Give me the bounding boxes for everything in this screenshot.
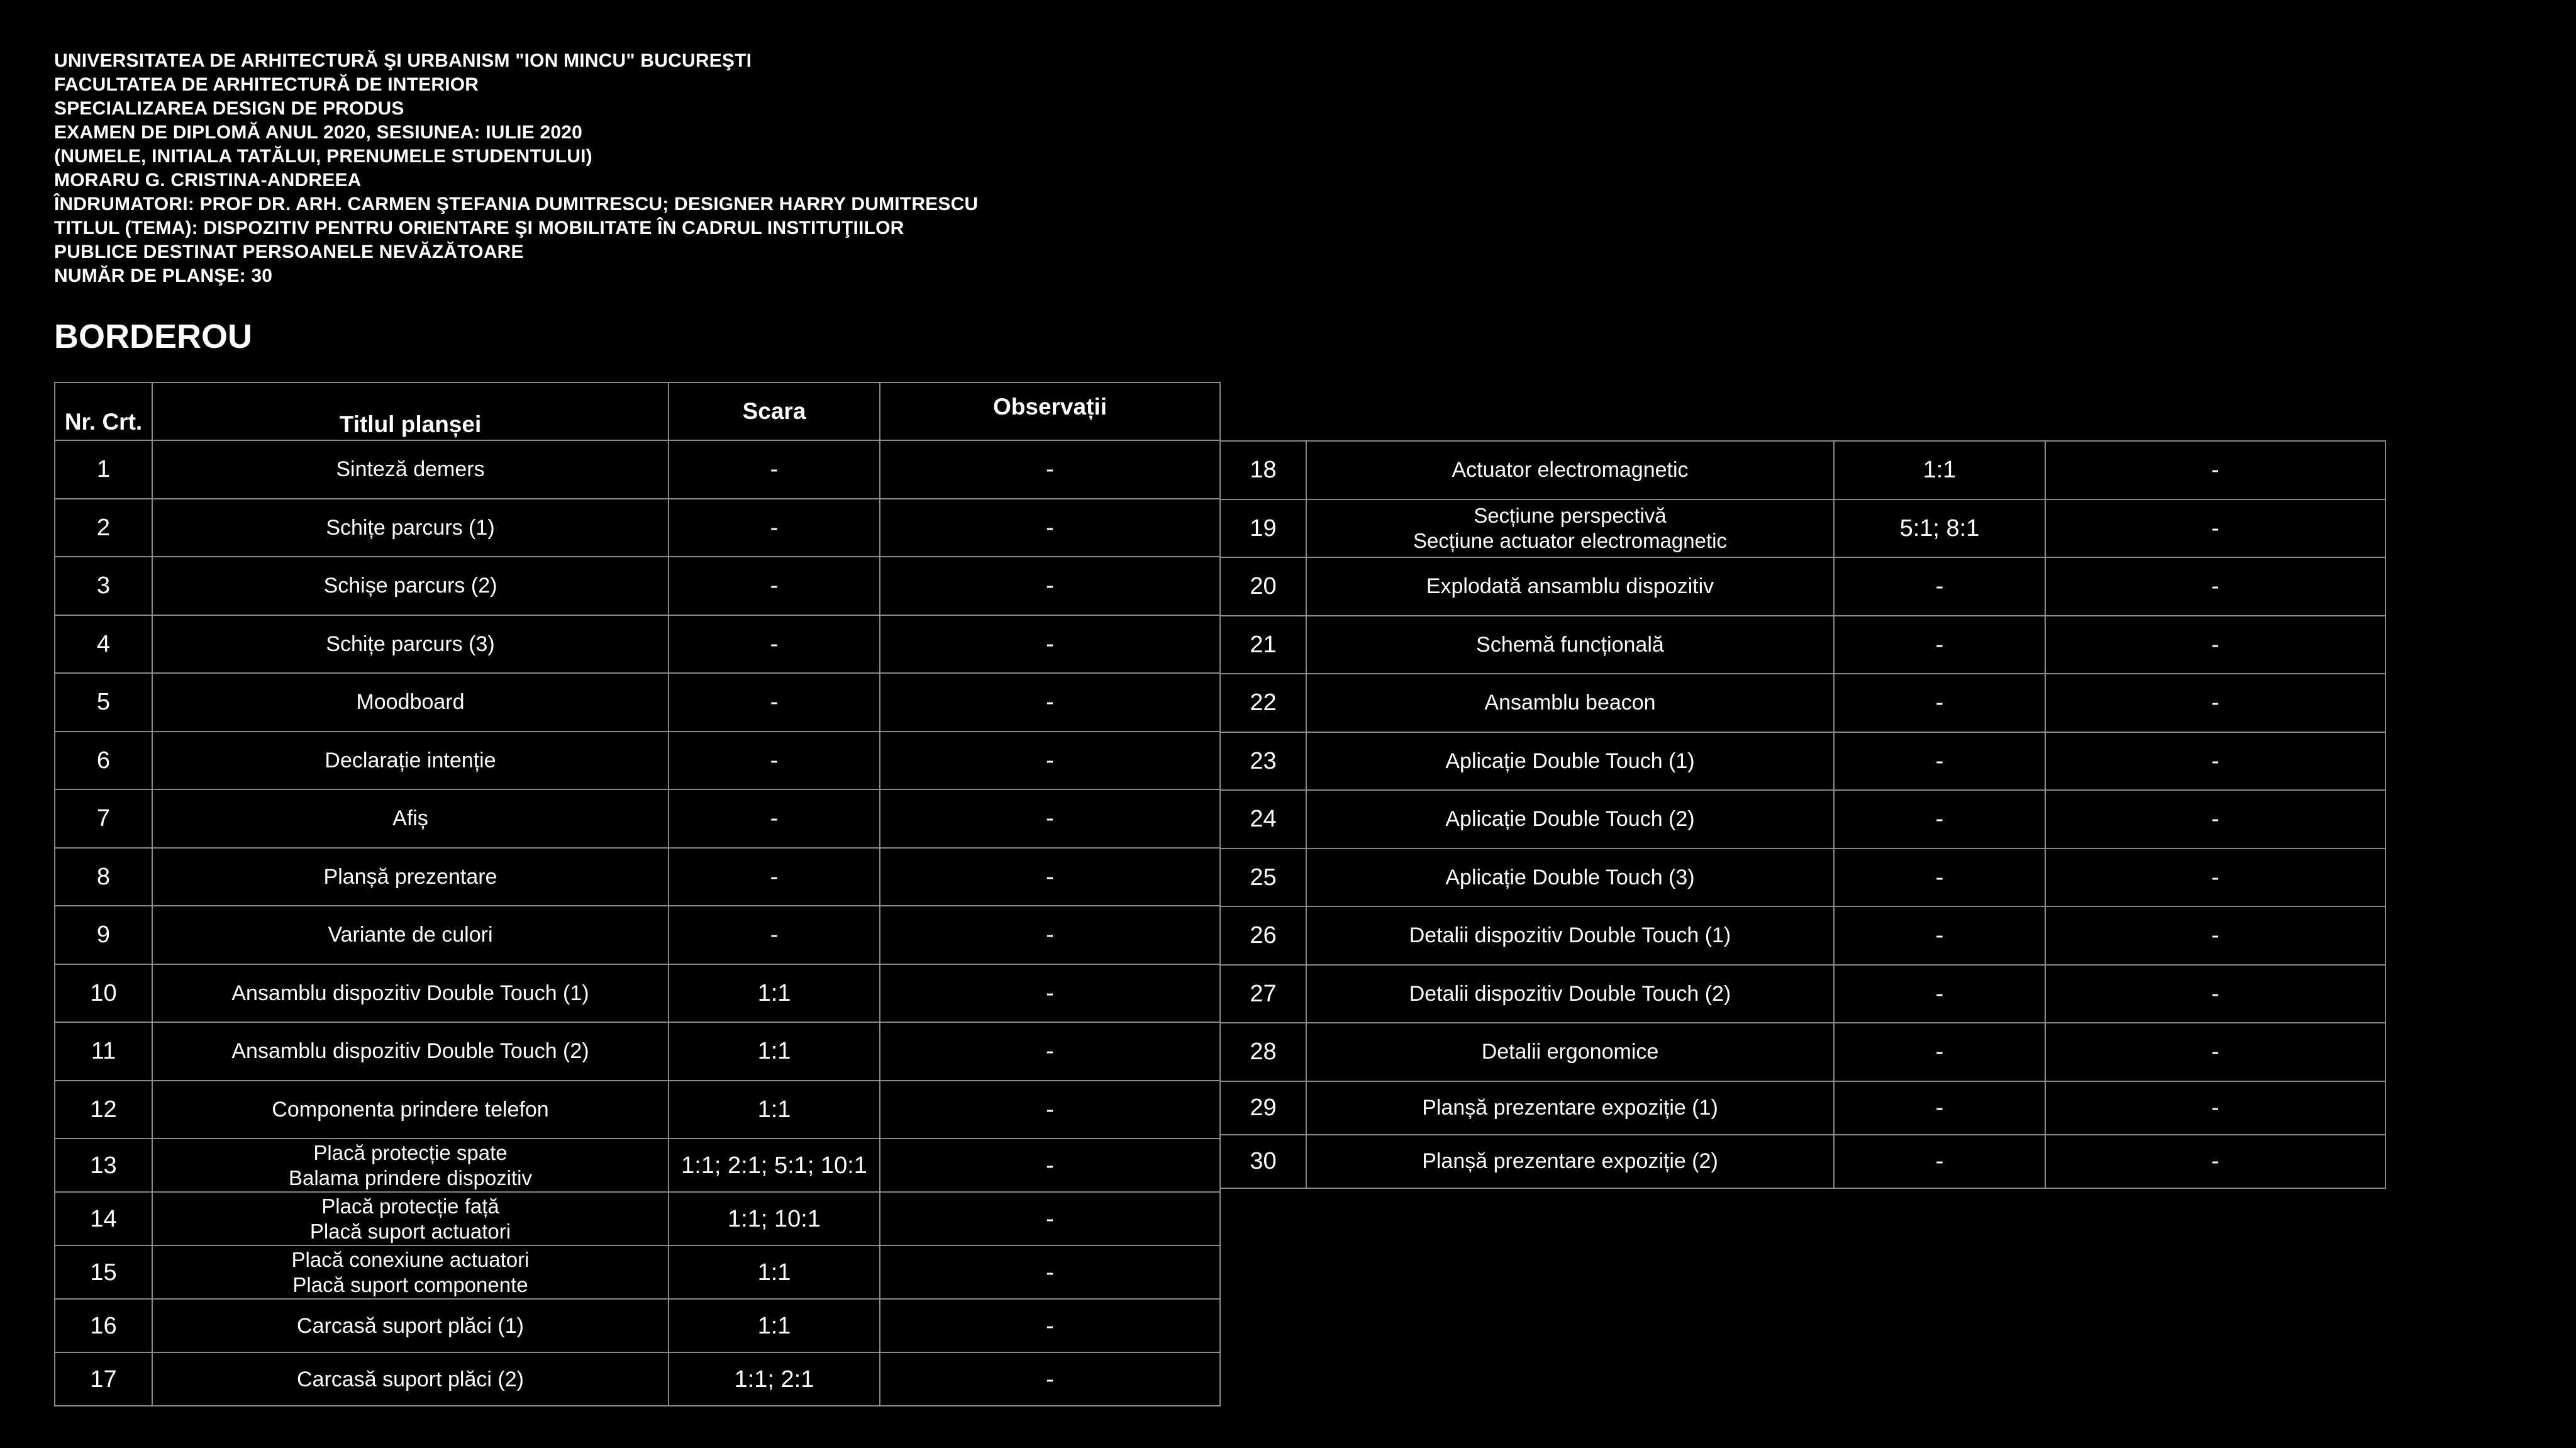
row-scale: - <box>1834 849 2045 907</box>
row-scale: - <box>669 499 880 557</box>
row-number: 24 <box>1220 790 1306 849</box>
table-row <box>1220 441 2385 499</box>
row-observations: - <box>880 499 1220 557</box>
row-observations: - <box>2045 441 2385 499</box>
header-theme-line1: TITLUL (TEMA): DISPOZITIV PENTRU ORIENTARE ŞI MOBILITATE ÎN CADRUL INSTITUŢIILOR <box>54 218 904 238</box>
row-number: 30 <box>1220 1135 1306 1188</box>
table-row <box>55 906 1220 964</box>
row-observations: - <box>2045 499 2385 558</box>
row-scale: - <box>669 440 880 499</box>
row-title: Detalii dispozitiv Double Touch (2) <box>1306 965 1834 1023</box>
table-row <box>55 1352 1220 1406</box>
row-scale: - <box>1834 674 2045 732</box>
table-row <box>1220 849 2385 907</box>
table-row <box>55 1299 1220 1352</box>
row-number: 20 <box>1220 557 1306 616</box>
header-name-caption: (NUMELE, INITIALA TATĂLUI, PRENUMELE STUDENTULUI) <box>54 146 592 167</box>
row-title: Aplicație Double Touch (3) <box>1306 849 1834 907</box>
table-right-body <box>1220 441 2385 1188</box>
row-scale: - <box>669 789 880 848</box>
row-number: 1 <box>55 440 152 499</box>
row-number: 2 <box>55 499 152 557</box>
row-title: Aplicație Double Touch (2) <box>1306 790 1834 849</box>
row-title: Carcasă suport plăci (1) <box>152 1299 669 1352</box>
row-title: Declarație intenție <box>152 732 669 790</box>
borderou-table-right <box>1219 440 2386 1189</box>
row-observations: - <box>880 1139 1220 1192</box>
row-title: Variante de culori <box>152 906 669 964</box>
row-scale: - <box>669 673 880 732</box>
row-number: 5 <box>55 673 152 732</box>
row-title: Carcasă suport plăci (2) <box>152 1352 669 1406</box>
table-row <box>1220 499 2385 558</box>
header-sheet-count: NUMĂR DE PLANŞE: 30 <box>54 265 273 286</box>
table-row <box>1220 1023 2385 1081</box>
table-row <box>55 964 1220 1023</box>
row-scale: - <box>669 848 880 906</box>
table-row <box>1220 674 2385 732</box>
row-title: Sinteză demers <box>152 440 669 499</box>
row-observations: - <box>2045 1135 2385 1188</box>
row-observations: - <box>880 848 1220 906</box>
table-row <box>1220 906 2385 965</box>
header-observations: Observații <box>880 382 1220 440</box>
row-title <box>152 1245 669 1299</box>
row-observations: - <box>880 440 1220 499</box>
row-scale: 1:1 <box>669 1299 880 1352</box>
row-title-line1: Secțiune perspectivă <box>1474 503 1667 527</box>
row-observations: - <box>880 964 1220 1023</box>
row-observations: - <box>2045 1081 2385 1135</box>
row-scale: 1:1 <box>669 1245 880 1299</box>
header-scale: Scara <box>669 382 880 440</box>
row-observations: - <box>880 1299 1220 1352</box>
row-scale: - <box>669 615 880 674</box>
table-row <box>1220 965 2385 1023</box>
row-scale: - <box>1834 732 2045 791</box>
row-number: 17 <box>55 1352 152 1406</box>
row-title: Planșă prezentare expoziție (1) <box>1306 1081 1834 1135</box>
row-number: 11 <box>55 1022 152 1081</box>
row-observations: - <box>880 1192 1220 1245</box>
table-row <box>55 848 1220 906</box>
table-row <box>55 557 1220 615</box>
row-scale: 5:1; 8:1 <box>1834 499 2045 558</box>
row-title-line2: Secțiune actuator electromagnetic <box>1413 528 1727 552</box>
row-scale: 1:1 <box>669 1022 880 1081</box>
row-number: 9 <box>55 906 152 964</box>
table-row <box>1220 732 2385 791</box>
row-title: Componenta prindere telefon <box>152 1081 669 1139</box>
row-title: Moodboard <box>152 673 669 732</box>
header-title: Titlul planșei <box>152 382 669 440</box>
table-row <box>55 1139 1220 1192</box>
table-row <box>55 1022 1220 1081</box>
table-row <box>1220 616 2385 674</box>
row-title: Explodată ansamblu dispozitiv <box>1306 557 1834 616</box>
row-observations: - <box>2045 965 2385 1023</box>
row-title: Schemă funcțională <box>1306 616 1834 674</box>
borderou-table-left <box>54 382 1221 1406</box>
row-observations: - <box>2045 849 2385 907</box>
row-title-line2: Placă suport componente <box>292 1273 528 1296</box>
row-number: 29 <box>1220 1081 1306 1135</box>
row-number: 19 <box>1220 499 1306 558</box>
header-student-name: MORARU G. CRISTINA-ANDREEA <box>54 170 362 191</box>
row-observations: - <box>880 1352 1220 1406</box>
row-number: 10 <box>55 964 152 1023</box>
table-row <box>1220 1135 2385 1188</box>
header-specialization: SPECIALIZAREA DESIGN DE PRODUS <box>54 98 404 119</box>
row-title: Detalii dispozitiv Double Touch (1) <box>1306 906 1834 965</box>
row-number: 21 <box>1220 616 1306 674</box>
row-title: Afiș <box>152 789 669 848</box>
row-number: 22 <box>1220 674 1306 732</box>
row-scale: - <box>1834 1023 2045 1081</box>
row-number: 8 <box>55 848 152 906</box>
table-row <box>1220 790 2385 849</box>
table-row <box>1220 557 2385 616</box>
row-observations: - <box>2045 557 2385 616</box>
row-observations: - <box>880 1022 1220 1081</box>
table-row <box>55 1192 1220 1245</box>
row-scale: 1:1; 2:1 <box>669 1352 880 1406</box>
row-scale: 1:1; 10:1 <box>669 1192 880 1245</box>
row-title-line2: Placă suport actuatori <box>309 1219 511 1243</box>
row-title: Ansamblu dispozitiv Double Touch (1) <box>152 964 669 1023</box>
row-scale: 1:1 <box>669 964 880 1023</box>
row-title: Schițe parcurs (3) <box>152 615 669 674</box>
row-observations: - <box>2045 674 2385 732</box>
header-university: UNIVERSITATEA DE ARHITECTURĂ ŞI URBANISM "ION MINCU" BUCUREŞTI <box>54 50 752 71</box>
row-scale: 1:1 <box>1834 441 2045 499</box>
row-number: 4 <box>55 615 152 674</box>
table-row <box>55 440 1220 499</box>
row-title: Aplicație Double Touch (1) <box>1306 732 1834 791</box>
row-observations: - <box>2045 616 2385 674</box>
row-title: Planșă prezentare <box>152 848 669 906</box>
row-title: Schițe parcurs (1) <box>152 499 669 557</box>
row-title: Detalii ergonomice <box>1306 1023 1834 1081</box>
table-row <box>55 789 1220 848</box>
header-advisors: ÎNDRUMATORI: PROF DR. ARH. CARMEN ŞTEFANIA DUMITRESCU; DESIGNER HARRY DUMITRESCU <box>54 194 979 214</box>
table-header-row <box>55 382 1220 440</box>
row-title-line2: Balama prindere dispozitiv <box>288 1166 533 1189</box>
row-observations: - <box>2045 1023 2385 1081</box>
row-title: Planșă prezentare expoziție (2) <box>1306 1135 1834 1188</box>
row-number: 6 <box>55 732 152 790</box>
row-number: 25 <box>1220 849 1306 907</box>
row-observations: - <box>880 789 1220 848</box>
table-row <box>55 673 1220 732</box>
row-observations: - <box>2045 906 2385 965</box>
table-row <box>55 1245 1220 1299</box>
header-nr: Nr. Crt. <box>55 382 152 440</box>
row-scale: 1:1 <box>669 1081 880 1139</box>
row-number: 3 <box>55 557 152 615</box>
header-faculty: FACULTATEA DE ARHITECTURĂ DE INTERIOR <box>54 74 479 95</box>
row-scale: - <box>1834 557 2045 616</box>
table-row <box>55 732 1220 790</box>
table-row <box>55 499 1220 557</box>
row-scale: - <box>1834 616 2045 674</box>
table-left-body <box>55 440 1220 1406</box>
row-scale: - <box>1834 1135 2045 1188</box>
row-scale: - <box>1834 965 2045 1023</box>
row-number: 23 <box>1220 732 1306 791</box>
table-row <box>55 615 1220 674</box>
row-title <box>1306 499 1834 558</box>
row-scale: - <box>669 557 880 615</box>
row-number: 7 <box>55 789 152 848</box>
row-number: 12 <box>55 1081 152 1139</box>
row-scale: - <box>1834 790 2045 849</box>
row-observations: - <box>880 906 1220 964</box>
row-number: 13 <box>55 1139 152 1192</box>
table-row <box>55 1081 1220 1139</box>
row-number: 26 <box>1220 906 1306 965</box>
row-title: Actuator electromagnetic <box>1306 441 1834 499</box>
row-number: 14 <box>55 1192 152 1245</box>
row-number: 16 <box>55 1299 152 1352</box>
row-number: 28 <box>1220 1023 1306 1081</box>
row-title <box>152 1192 669 1245</box>
row-title-line1: Placă protecție spate <box>313 1140 508 1164</box>
row-title-line1: Placă protecție față <box>321 1194 499 1218</box>
row-scale: - <box>669 906 880 964</box>
row-observations: - <box>880 1245 1220 1299</box>
row-title: Ansamblu dispozitiv Double Touch (2) <box>152 1022 669 1081</box>
row-number: 18 <box>1220 441 1306 499</box>
row-observations: - <box>880 615 1220 674</box>
row-title: Ansamblu beacon <box>1306 674 1834 732</box>
table-row <box>1220 1081 2385 1135</box>
header-exam: EXAMEN DE DIPLOMĂ ANUL 2020, SESIUNEA: IULIE 2020 <box>54 122 583 143</box>
row-title: Schișe parcurs (2) <box>152 557 669 615</box>
row-observations: - <box>2045 790 2385 849</box>
row-scale: - <box>1834 1081 2045 1135</box>
row-scale: - <box>669 732 880 790</box>
row-observations: - <box>880 732 1220 790</box>
row-title-line1: Placă conexiune actuatori <box>291 1247 530 1271</box>
row-number: 27 <box>1220 965 1306 1023</box>
row-scale: - <box>1834 906 2045 965</box>
row-number: 15 <box>55 1245 152 1299</box>
row-observations: - <box>880 673 1220 732</box>
document-header <box>54 49 978 288</box>
row-observations: - <box>2045 732 2385 791</box>
header-theme-line2: PUBLICE DESTINAT PERSOANELE NEVĂZĂTOARE <box>54 242 524 262</box>
row-title <box>152 1139 669 1192</box>
page-title: BORDEROU <box>54 318 253 355</box>
row-observations: - <box>880 1081 1220 1139</box>
row-observations: - <box>880 557 1220 615</box>
row-scale: 1:1; 2:1; 5:1; 10:1 <box>669 1139 880 1192</box>
